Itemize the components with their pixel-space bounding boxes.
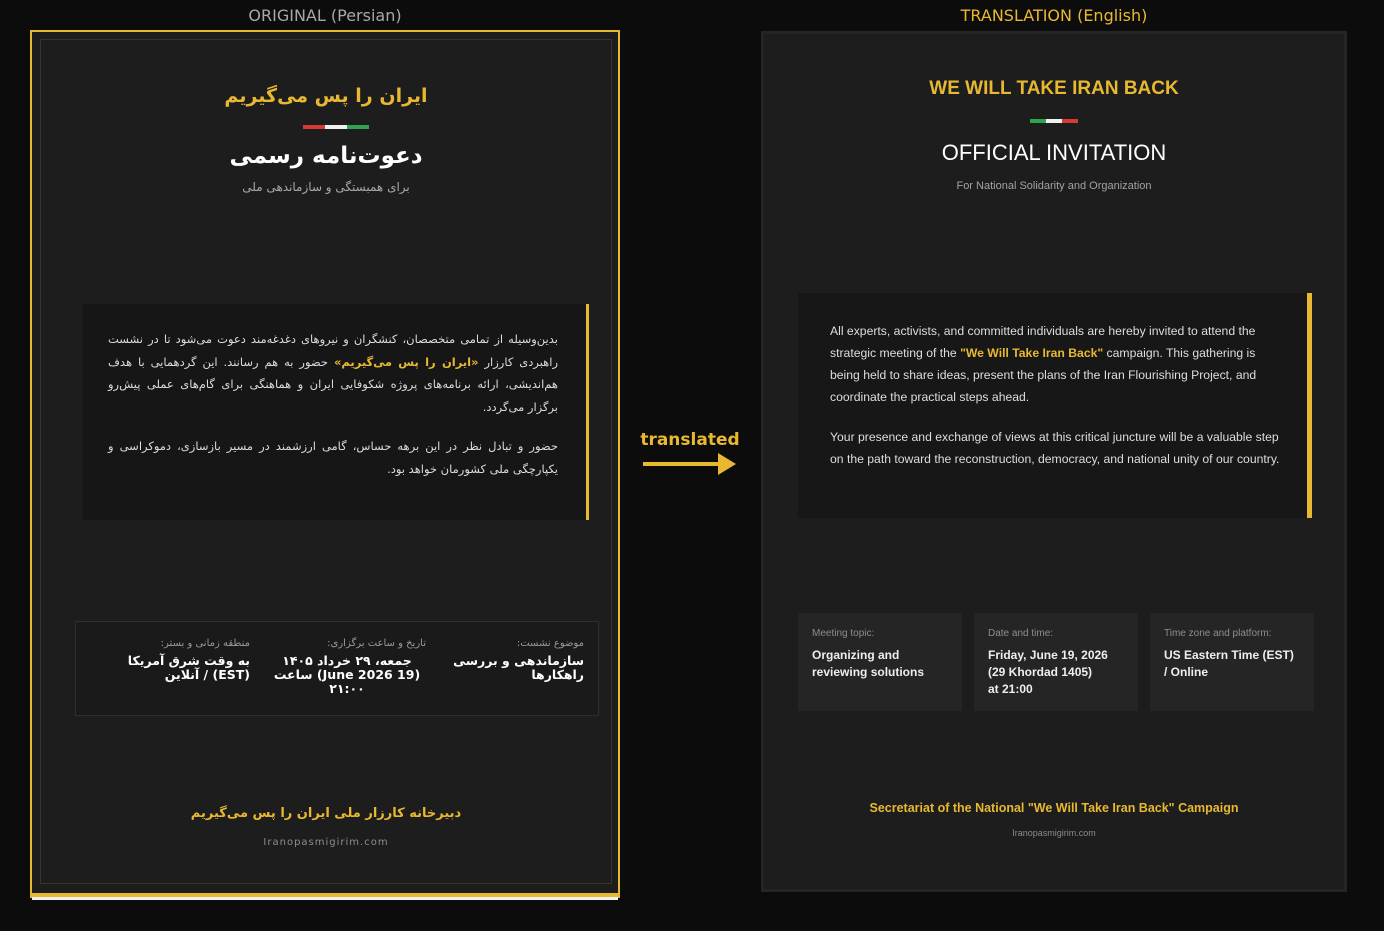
english-p1-text-b: campaign. This gathering is being held to share ideas, present the plans of the Iran Flourishing Project, and coordinate the practical steps ahead. [830, 346, 1257, 404]
persian-date-label: تاریخ و ساعت برگزاری: [327, 638, 426, 649]
english-p1-text-a: All experts, activists, and committed individuals are hereby invited to attend the strategic meeting of the [830, 324, 1256, 360]
english-timezone-label: Time zone and platform: [1164, 628, 1272, 639]
persian-invitation-card [30, 30, 620, 898]
english-detail-date [974, 613, 1138, 711]
persian-paragraph-2: حضور و تبادل نظر در این برهه حساس، گامی ارزشمند در مسیر بازسازی، دموکراسی و یکپارچگی ملی کشورمان خواهد بود. [108, 439, 558, 476]
english-date-line-3: at 21:00 [988, 682, 1033, 696]
persian-date-value: جمعه، ۲۹ خرداد ۱۴۰۵ (June 2026 19) ساعت ۲۱:۰۰ [273, 653, 421, 696]
english-invitation-subtitle: For National Solidarity and Organization [956, 180, 1152, 192]
translated-label: translated [640, 430, 740, 450]
persian-invitation-title: دعوت‌نامه رسمی [229, 143, 423, 169]
english-date-value [988, 647, 1124, 698]
translation-column-label: TRANSLATION (English) [960, 6, 1148, 25]
persian-paragraph-1 [108, 328, 558, 418]
english-paragraph-1 [830, 320, 1281, 408]
persian-detail-topic [450, 638, 584, 682]
english-timezone-value: US Eastern Time (EST) / Online [1164, 648, 1294, 679]
english-date-line-1: Friday, June 19, 2026 [988, 648, 1108, 662]
iran-flag-stripe [1030, 119, 1078, 123]
english-detail-timezone [1150, 613, 1314, 711]
persian-invitation-subtitle: برای همبستگی و سازماندهی ملی [242, 180, 410, 194]
english-website-url: Iranopasmigirim.com [1012, 828, 1096, 838]
persian-timezone-label: منطقه زمانی و بستر: [160, 638, 250, 649]
persian-campaign-highlight: «ایران را پس می‌گیریم» [333, 354, 479, 369]
persian-inner-frame [40, 39, 612, 884]
persian-meeting-details [75, 621, 599, 716]
english-detail-topic [798, 613, 962, 711]
original-column-label: ORIGINAL (Persian) [248, 6, 402, 25]
persian-campaign-title: ایران را پس می‌گیریم [224, 85, 428, 107]
persian-topic-value: سازماندهی و بررسی راهکارها [453, 653, 584, 682]
english-campaign-highlight: "We Will Take Iran Back" [960, 346, 1104, 360]
english-topic-value: Organizing and reviewing solutions [812, 648, 925, 679]
english-topic-label: Meeting topic: [812, 628, 875, 639]
persian-detail-timezone [92, 638, 250, 682]
english-secretariat: Secretariat of the National "We Will Take Iran Back" Campaign [869, 801, 1239, 815]
persian-secretariat: دبیرخانه کارزار ملی ایران را پس می‌گیریم [190, 806, 462, 821]
english-date-label: Date and time: [988, 628, 1054, 639]
persian-invitation-body [83, 304, 589, 520]
persian-topic-label: موضوع نشست: [516, 638, 584, 649]
english-invitation-body [798, 293, 1312, 518]
english-invitation-card [761, 31, 1347, 892]
persian-website-url: Iranopasmigirim.com [263, 837, 389, 848]
arrow-right-icon [640, 450, 740, 478]
english-paragraph-2: Your presence and exchange of views at this critical juncture will be a valuable step on the path toward the reconstruction, democracy, and national unity of our country. [830, 430, 1280, 466]
english-campaign-title: WE WILL TAKE IRAN BACK [929, 78, 1179, 99]
persian-timezone-value: به وقت شرق آمریکا (EST) / آنلاین [127, 653, 250, 682]
persian-detail-date [268, 638, 426, 696]
persian-p1-text-b: حضور به هم رسانند. این گردهمایی با هدف هم‌اندیشی، ارائه برنامه‌های پروژه شکوفایی ایران و هماهنگی برای گام‌های عملی پیش‌رو برگزار می‌گردد. [108, 354, 558, 414]
iran-flag-stripe [303, 125, 369, 129]
english-date-line-2: (29 Khordad 1405) [988, 665, 1093, 679]
english-invitation-title: OFFICIAL INVITATION [941, 140, 1167, 165]
persian-p1-text-a: بدین‌وسیله از تمامی متخصصان، کنشگران و نیروهای دغدغه‌مند دعوت می‌شود تا در نشست راهبردی کارزار [108, 332, 558, 369]
